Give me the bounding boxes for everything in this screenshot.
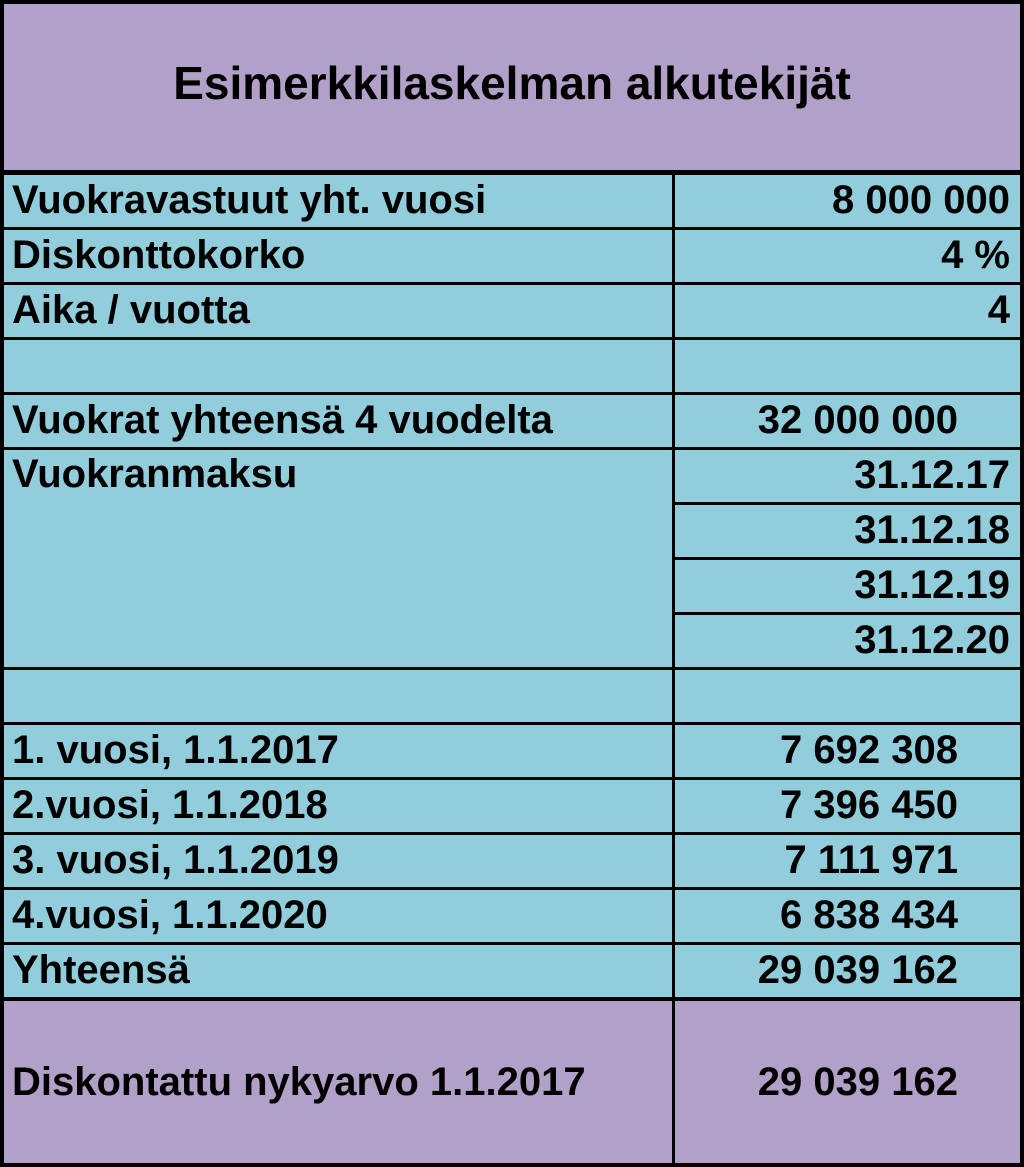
sum-label: Yhteensä	[0, 943, 673, 998]
total-rents-label: Vuokrat yhteensä 4 vuodelta	[0, 393, 673, 448]
grid-line	[673, 502, 1024, 505]
lease-liability-label: Vuokravastuut yht. vuosi	[0, 172, 673, 228]
grid-line	[0, 777, 1024, 780]
grid-line	[0, 447, 1024, 450]
empty-row-label	[0, 338, 673, 393]
period-value: 4	[673, 283, 1024, 338]
table-title: Esimerkkilaskelman alkutekijät	[0, 0, 1024, 172]
year-row-label: 2.vuosi, 1.1.2018	[0, 778, 673, 833]
year-row-value: 7 692 308	[673, 723, 1024, 778]
grid-line	[0, 227, 1024, 230]
grid-line	[673, 557, 1024, 560]
grid-line	[0, 832, 1024, 835]
grid-line	[1020, 0, 1024, 1167]
empty-row-label	[0, 668, 673, 723]
grid-line	[0, 722, 1024, 725]
year-row-value: 7 396 450	[673, 778, 1024, 833]
payment-date: 31.12.20	[673, 613, 1024, 668]
grid-line	[0, 170, 1024, 175]
total-rents-value: 32 000 000	[673, 393, 1024, 448]
grid-line	[0, 392, 1024, 395]
grid-line	[0, 337, 1024, 340]
year-row-label: 4.vuosi, 1.1.2020	[0, 888, 673, 943]
year-row-label: 1. vuosi, 1.1.2017	[0, 723, 673, 778]
payment-date: 31.12.19	[673, 558, 1024, 613]
grid-line	[0, 887, 1024, 890]
lease-liability-value: 8 000 000	[673, 172, 1024, 228]
year-row-value: 6 838 434	[673, 888, 1024, 943]
empty-row-value	[673, 338, 1024, 393]
grid-line	[0, 282, 1024, 285]
period-label: Aika / vuotta	[0, 283, 673, 338]
discount-rate-value: 4 %	[673, 228, 1024, 283]
grid-line	[0, 997, 1024, 1001]
payment-date: 31.12.17	[673, 448, 1024, 503]
grid-line	[0, 1163, 1024, 1167]
payment-label: Vuokranmaksu	[0, 448, 673, 668]
sum-value: 29 039 162	[673, 943, 1024, 998]
grid-line	[0, 942, 1024, 945]
year-row-label: 3. vuosi, 1.1.2019	[0, 833, 673, 888]
grid-line	[0, 667, 1024, 670]
discount-rate-label: Diskonttokorko	[0, 228, 673, 283]
present-value-label: Diskontattu nykyarvo 1.1.2017	[0, 998, 673, 1167]
grid-line	[0, 0, 4, 1167]
grid-line	[0, 0, 1024, 4]
year-row-value: 7 111 971	[673, 833, 1024, 888]
empty-row-value	[673, 668, 1024, 723]
present-value-value: 29 039 162	[673, 998, 1024, 1167]
grid-line	[673, 612, 1024, 615]
payment-date: 31.12.18	[673, 503, 1024, 558]
grid-line	[672, 172, 675, 1167]
